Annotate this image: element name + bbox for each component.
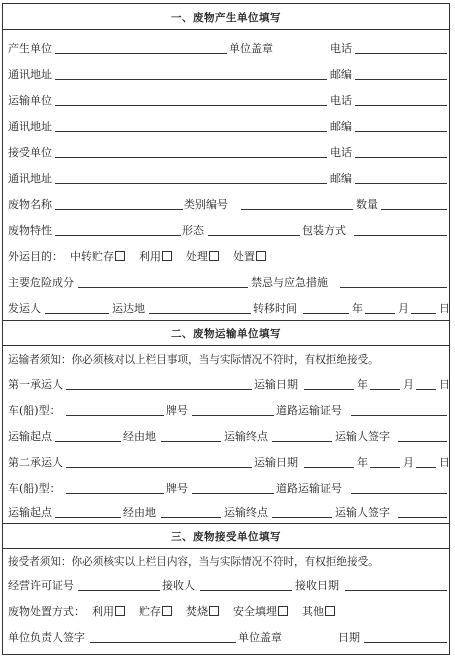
address-label: 通讯地址 <box>8 68 52 81</box>
row-producer <box>8 41 445 57</box>
transport-address-field[interactable] <box>55 131 327 132</box>
first-road-permit-field[interactable] <box>351 415 447 416</box>
transport-phone-field[interactable] <box>355 105 447 106</box>
month-label: 月 <box>398 302 409 315</box>
first-plate-no-field[interactable] <box>192 415 274 416</box>
transport-unit-field[interactable] <box>55 105 327 106</box>
second-terminus-field[interactable] <box>272 517 332 518</box>
year-label: 年 <box>357 378 368 391</box>
second-date-month-field[interactable] <box>370 467 400 468</box>
purpose-checkbox[interactable] <box>162 251 172 261</box>
receiver-unit-label: 接受单位 <box>8 146 52 159</box>
day-label: 日 <box>439 456 450 469</box>
unit-head-sign-label: 单位负责人签字 <box>8 631 85 644</box>
unit-seal-label: 单位盖章 <box>238 631 282 644</box>
row-transport-address <box>8 119 445 135</box>
receiver-field[interactable] <box>200 590 292 591</box>
disposal-option-label: 其他 <box>302 605 324 618</box>
disposal-option-label: 焚烧 <box>186 605 208 618</box>
day-label: 日 <box>439 302 450 315</box>
phone-label: 电话 <box>330 146 352 159</box>
transfer-time-label: 转移时间 <box>253 302 297 315</box>
waste-name-field[interactable] <box>55 209 183 210</box>
disposal-checkbox[interactable] <box>325 606 335 616</box>
second-origin-field[interactable] <box>55 517 121 518</box>
second-via-field[interactable] <box>161 517 221 518</box>
producer-field[interactable] <box>55 53 227 54</box>
taboo-emergency-label: 禁忌与应急措施 <box>251 276 328 289</box>
transfer-month-field[interactable] <box>365 313 395 314</box>
terminus-label: 运输终点 <box>224 506 268 519</box>
first-carrier-field[interactable] <box>66 389 252 390</box>
second-vehicle-type-field[interactable] <box>66 493 164 494</box>
row-unit-head <box>8 630 445 646</box>
section-title-transporter: 二、废物运输单位填写 <box>171 328 281 340</box>
outbound-purpose-label: 外运目的： <box>8 250 63 263</box>
section-title-receiver: 三、废物接受单位填写 <box>171 531 281 543</box>
road-permit-label: 道路运输证号 <box>276 482 342 495</box>
transport-date-label: 运输日期 <box>254 456 298 469</box>
carrier-signature-label: 运输人签字 <box>335 430 390 443</box>
postcode-label: 邮编 <box>330 68 352 81</box>
row-receiver-address <box>8 171 445 187</box>
first-origin-field[interactable] <box>55 441 121 442</box>
purpose-option-label: 处理 <box>186 250 208 263</box>
producer-postcode-field[interactable] <box>355 79 447 80</box>
first-date-year-field[interactable] <box>304 389 354 390</box>
second-carrier-label: 第二承运人 <box>8 456 63 469</box>
disposal-checkbox[interactable] <box>162 606 172 616</box>
waste-property-label: 废物特性 <box>8 224 52 237</box>
postcode-label: 邮编 <box>330 172 352 185</box>
purpose-option-label: 处置 <box>233 250 255 263</box>
vehicle-type-label: 车(船)型： <box>8 404 61 417</box>
quantity-field[interactable] <box>381 209 447 210</box>
month-label: 月 <box>403 378 414 391</box>
origin-label: 运输起点 <box>8 430 52 443</box>
disposal-method-label: 废物处置方式： <box>8 605 85 618</box>
packaging-label: 包装方式 <box>302 224 346 237</box>
divider <box>3 523 449 524</box>
license-no-label: 经营许可证号 <box>8 579 74 592</box>
month-label: 月 <box>403 456 414 469</box>
receiver-unit-field[interactable] <box>55 157 327 158</box>
row-second-carrier <box>8 455 450 471</box>
row-shipper <box>8 301 450 317</box>
row-producer-address <box>8 67 445 83</box>
receive-date-label: 接收日期 <box>295 579 339 592</box>
transfer-day-field[interactable] <box>411 313 436 314</box>
disposal-options <box>92 604 335 620</box>
category-code-field[interactable] <box>241 209 353 210</box>
transport-unit-label: 运输单位 <box>8 94 52 107</box>
form-label: 形态 <box>182 224 204 237</box>
transport-date-label: 运输日期 <box>254 378 298 391</box>
first-date-day-field[interactable] <box>416 389 436 390</box>
receiver-notice: 接受者须知：你必须核实以上栏目内容，当与实际情况不符时，有权拒绝接受。 <box>8 556 379 568</box>
year-label: 年 <box>357 456 368 469</box>
second-date-year-field[interactable] <box>304 467 354 468</box>
receiver-postcode-field[interactable] <box>355 183 447 184</box>
address-label: 通讯地址 <box>8 120 52 133</box>
plate-no-label: 牌号 <box>166 404 188 417</box>
origin-label: 运输起点 <box>8 506 52 519</box>
disposal-option-label: 贮存 <box>139 605 161 618</box>
purpose-option-label: 利用 <box>139 250 161 263</box>
category-code-label: 类别编号 <box>184 198 228 211</box>
disposal-option-label: 利用 <box>92 605 114 618</box>
shipper-label: 发运人 <box>8 302 41 315</box>
unit-seal-label: 单位盖章 <box>229 42 273 55</box>
unit-head-sign-field[interactable] <box>90 642 236 643</box>
receiver-label: 接收人 <box>162 579 195 592</box>
purpose-checkbox[interactable] <box>256 251 266 261</box>
row-disposal-method <box>8 604 445 620</box>
packaging-field[interactable] <box>354 235 447 236</box>
form-field[interactable] <box>208 235 300 236</box>
disposal-option-label: 安全填埋 <box>233 605 277 618</box>
row-main-hazards <box>8 275 445 291</box>
phone-label: 电话 <box>330 94 352 107</box>
address-label: 通讯地址 <box>8 172 52 185</box>
main-hazards-label: 主要危险成分 <box>8 276 74 289</box>
row-second-route <box>8 505 445 521</box>
first-via-field[interactable] <box>161 441 221 442</box>
disposal-checkbox[interactable] <box>209 606 219 616</box>
second-road-permit-field[interactable] <box>351 493 447 494</box>
plate-no-label: 牌号 <box>166 482 188 495</box>
divider <box>3 548 449 549</box>
row-license <box>8 578 445 594</box>
purpose-checkbox[interactable] <box>115 251 125 261</box>
date-label: 日期 <box>338 631 360 644</box>
row-first-carrier <box>8 377 450 393</box>
row-outbound-purpose <box>8 249 445 265</box>
license-no-field[interactable] <box>78 590 160 591</box>
divider <box>3 345 449 346</box>
producer-phone-field[interactable] <box>355 53 447 54</box>
terminus-label: 运输终点 <box>224 430 268 443</box>
divider <box>3 320 449 321</box>
receiver-address-field[interactable] <box>55 183 327 184</box>
purpose-option-label: 中转贮存 <box>70 250 114 263</box>
second-carrier-field[interactable] <box>66 467 252 468</box>
transfer-year-field[interactable] <box>303 313 349 314</box>
transporter-notice: 运输者须知：你必须核对以上栏目事项，当与实际情况不符时，有权拒绝接受。 <box>8 354 379 366</box>
carrier-signature-label: 运输人签字 <box>335 506 390 519</box>
row-waste-name <box>8 197 445 213</box>
receive-date-field[interactable] <box>345 590 447 591</box>
waste-property-field[interactable] <box>55 235 181 236</box>
receiver-phone-field[interactable] <box>355 157 447 158</box>
purpose-checkbox[interactable] <box>209 251 219 261</box>
section-title-producer: 一、废物产生单位填写 <box>171 12 281 24</box>
destination-field[interactable] <box>149 313 251 314</box>
first-carrier-signature-field[interactable] <box>398 441 447 442</box>
taboo-emergency-field[interactable] <box>340 287 447 288</box>
first-date-month-field[interactable] <box>370 389 400 390</box>
row-first-vehicle <box>8 403 445 419</box>
year-label: 年 <box>352 302 363 315</box>
via-label: 经由地 <box>123 430 156 443</box>
second-carrier-signature-field[interactable] <box>398 517 447 518</box>
transport-postcode-field[interactable] <box>355 131 447 132</box>
first-carrier-label: 第一承运人 <box>8 378 63 391</box>
postcode-label: 邮编 <box>330 120 352 133</box>
phone-label: 电话 <box>330 42 352 55</box>
destination-label: 运达地 <box>112 302 145 315</box>
shipper-field[interactable] <box>45 313 109 314</box>
first-vehicle-type-field[interactable] <box>66 415 164 416</box>
quantity-label: 数量 <box>356 198 378 211</box>
waste-name-label: 废物名称 <box>8 198 52 211</box>
row-first-route <box>8 429 445 445</box>
vehicle-type-label: 车(船)型： <box>8 482 61 495</box>
row-transport-unit <box>8 93 445 109</box>
main-hazards-field[interactable] <box>78 287 248 288</box>
first-terminus-field[interactable] <box>272 441 332 442</box>
disposal-checkbox[interactable] <box>278 606 288 616</box>
second-date-day-field[interactable] <box>416 467 436 468</box>
day-label: 日 <box>439 378 450 391</box>
second-plate-no-field[interactable] <box>192 493 274 494</box>
row-second-vehicle <box>8 481 445 497</box>
waste-transfer-form <box>2 3 450 655</box>
row-waste-property <box>8 223 445 239</box>
unit-head-date-field[interactable] <box>364 642 447 643</box>
road-permit-label: 道路运输证号 <box>276 404 342 417</box>
row-receiver-unit <box>8 145 445 161</box>
via-label: 经由地 <box>123 506 156 519</box>
producer-address-field[interactable] <box>55 79 327 80</box>
producer-label: 产生单位 <box>8 42 52 55</box>
disposal-checkbox[interactable] <box>115 606 125 616</box>
divider <box>3 29 449 30</box>
purpose-options <box>70 249 266 265</box>
